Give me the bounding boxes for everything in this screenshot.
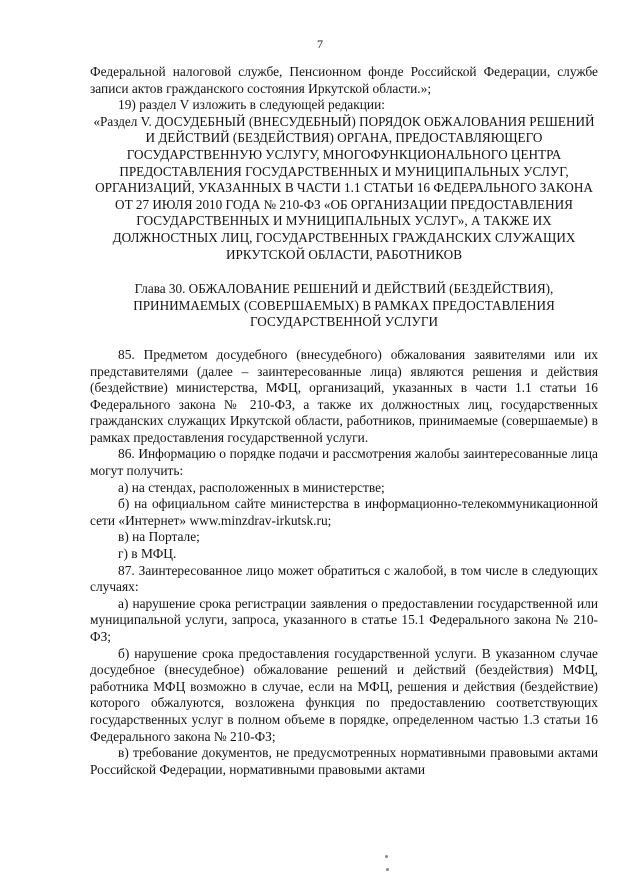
scan-speck xyxy=(385,855,388,858)
list-item-87c: в) требование документов, не предусмотренных нормативными правовыми актами Российской Федерации, нормативными правовыми актами xyxy=(90,745,598,777)
scan-speck xyxy=(386,868,389,871)
page-number: 7 xyxy=(317,37,323,51)
list-item-86b: б) на официальном сайте министерства в информационно-телекоммуникационной сети «Интернет» www.minzdrav-irkutsk.ru; xyxy=(90,496,598,528)
paragraph-amendment-19: 19) раздел V изложить в следующей редакции: xyxy=(118,97,385,113)
chapter-heading: Глава 30. ОБЖАЛОВАНИЕ РЕШЕНИЙ И ДЕЙСТВИЙ (БЕЗДЕЙСТВИЯ), ПРИНИМАЕМЫХ (СОВЕРШАЕМЫХ) В РАМКАХ ПРЕДОСТАВЛЕНИЯ ГОСУДАРСТВЕННОЙ УСЛУГИ xyxy=(133,281,555,330)
paragraph-85: 85. Предметом досудебного (внесудебного) обжалования заявителями или их представителями (далее – заинтересованные лица) являются решения и действия (бездействие) министерства, МФЦ, организаций, указанных в части 1.1 статьи 16 Федерального закона № 210-ФЗ, а также их должностных лиц, государственных гражданских служащих Иркутской области, работников, принимаемые (совершаемые) в рамках предоставления государственной услуги. xyxy=(90,346,598,445)
paragraph-continuation: Федеральной налоговой службе, Пенсионном фонде Российской Федерации, службе записи актов гражданского состояния Иркутской области.»; xyxy=(90,64,598,96)
document-body xyxy=(90,64,598,778)
list-item-86d: г) в МФЦ. xyxy=(118,546,177,562)
list-item-87b: б) нарушение срока предоставления государственной услуги. В указанном случае досудебное (внесудебное) обжалование решений и действий (бездействия) МФЦ, работника МФЦ возможно в случае, если на МФЦ, решения и действия (бездействие) которого обжалуются, возложена функция по предоставлению соответствующих государственных услуг в полном объеме в порядке, определенном частью 1.3 статьи 16 Федерального закона № 210-ФЗ; xyxy=(90,645,598,744)
section-heading: «Раздел V. ДОСУДЕБНЫЙ (ВНЕСУДЕБНЫЙ) ПОРЯДОК ОБЖАЛОВАНИЯ РЕШЕНИЙ И ДЕЙСТВИЙ (БЕЗДЕЙСТВИЯ) ОРГАНА, ПРЕДОСТАВЛЯЮЩЕГО ГОСУДАРСТВЕННУЮ УСЛУГУ, МНОГОФУНКЦИОНАЛЬНОГО ЦЕНТРА ПРЕДОСТАВЛЕНИЯ ГОСУДАРСТВЕННЫХ И МУНИЦИПАЛЬНЫХ УСЛУГ, ОРГАНИЗАЦИЙ, УКАЗАННЫХ В ЧАСТИ 1.1 СТАТЬИ 16 ФЕДЕРАЛЬНОГО ЗАКОНА ОТ 27 ИЮЛЯ 2010 ГОДА № 210-ФЗ «ОБ ОРГАНИЗАЦИИ ПРЕДОСТАВЛЕНИЯ ГОСУДАРСТВЕННЫХ И МУНИЦИПАЛЬНЫХ УСЛУГ», А ТАКЖЕ ИХ ДОЛЖНОСТНЫХ ЛИЦ, ГОСУДАРСТВЕННЫХ ГРАЖДАНСКИХ СЛУЖАЩИХ ИРКУТСКОЙ ОБЛАСТИ, РАБОТНИКОВ xyxy=(93,113,595,262)
list-item-86c: в) на Портале; xyxy=(118,529,200,545)
paragraph-87: 87. Заинтересованное лицо может обратиться с жалобой, в том числе в следующих случаях: xyxy=(90,562,598,595)
paragraph-86: 86. Информацию о порядке подачи и рассмотрения жалобы заинтересованные лица могут получить: xyxy=(90,446,598,479)
list-item-87a: а) нарушение срока регистрации заявления о предоставлении государственной или муниципальной услуги, запроса, указанного в статье 15.1 Федерального закона № 210-ФЗ; xyxy=(90,595,598,644)
list-item-86a: а) на стендах, расположенных в министерстве; xyxy=(118,479,385,495)
